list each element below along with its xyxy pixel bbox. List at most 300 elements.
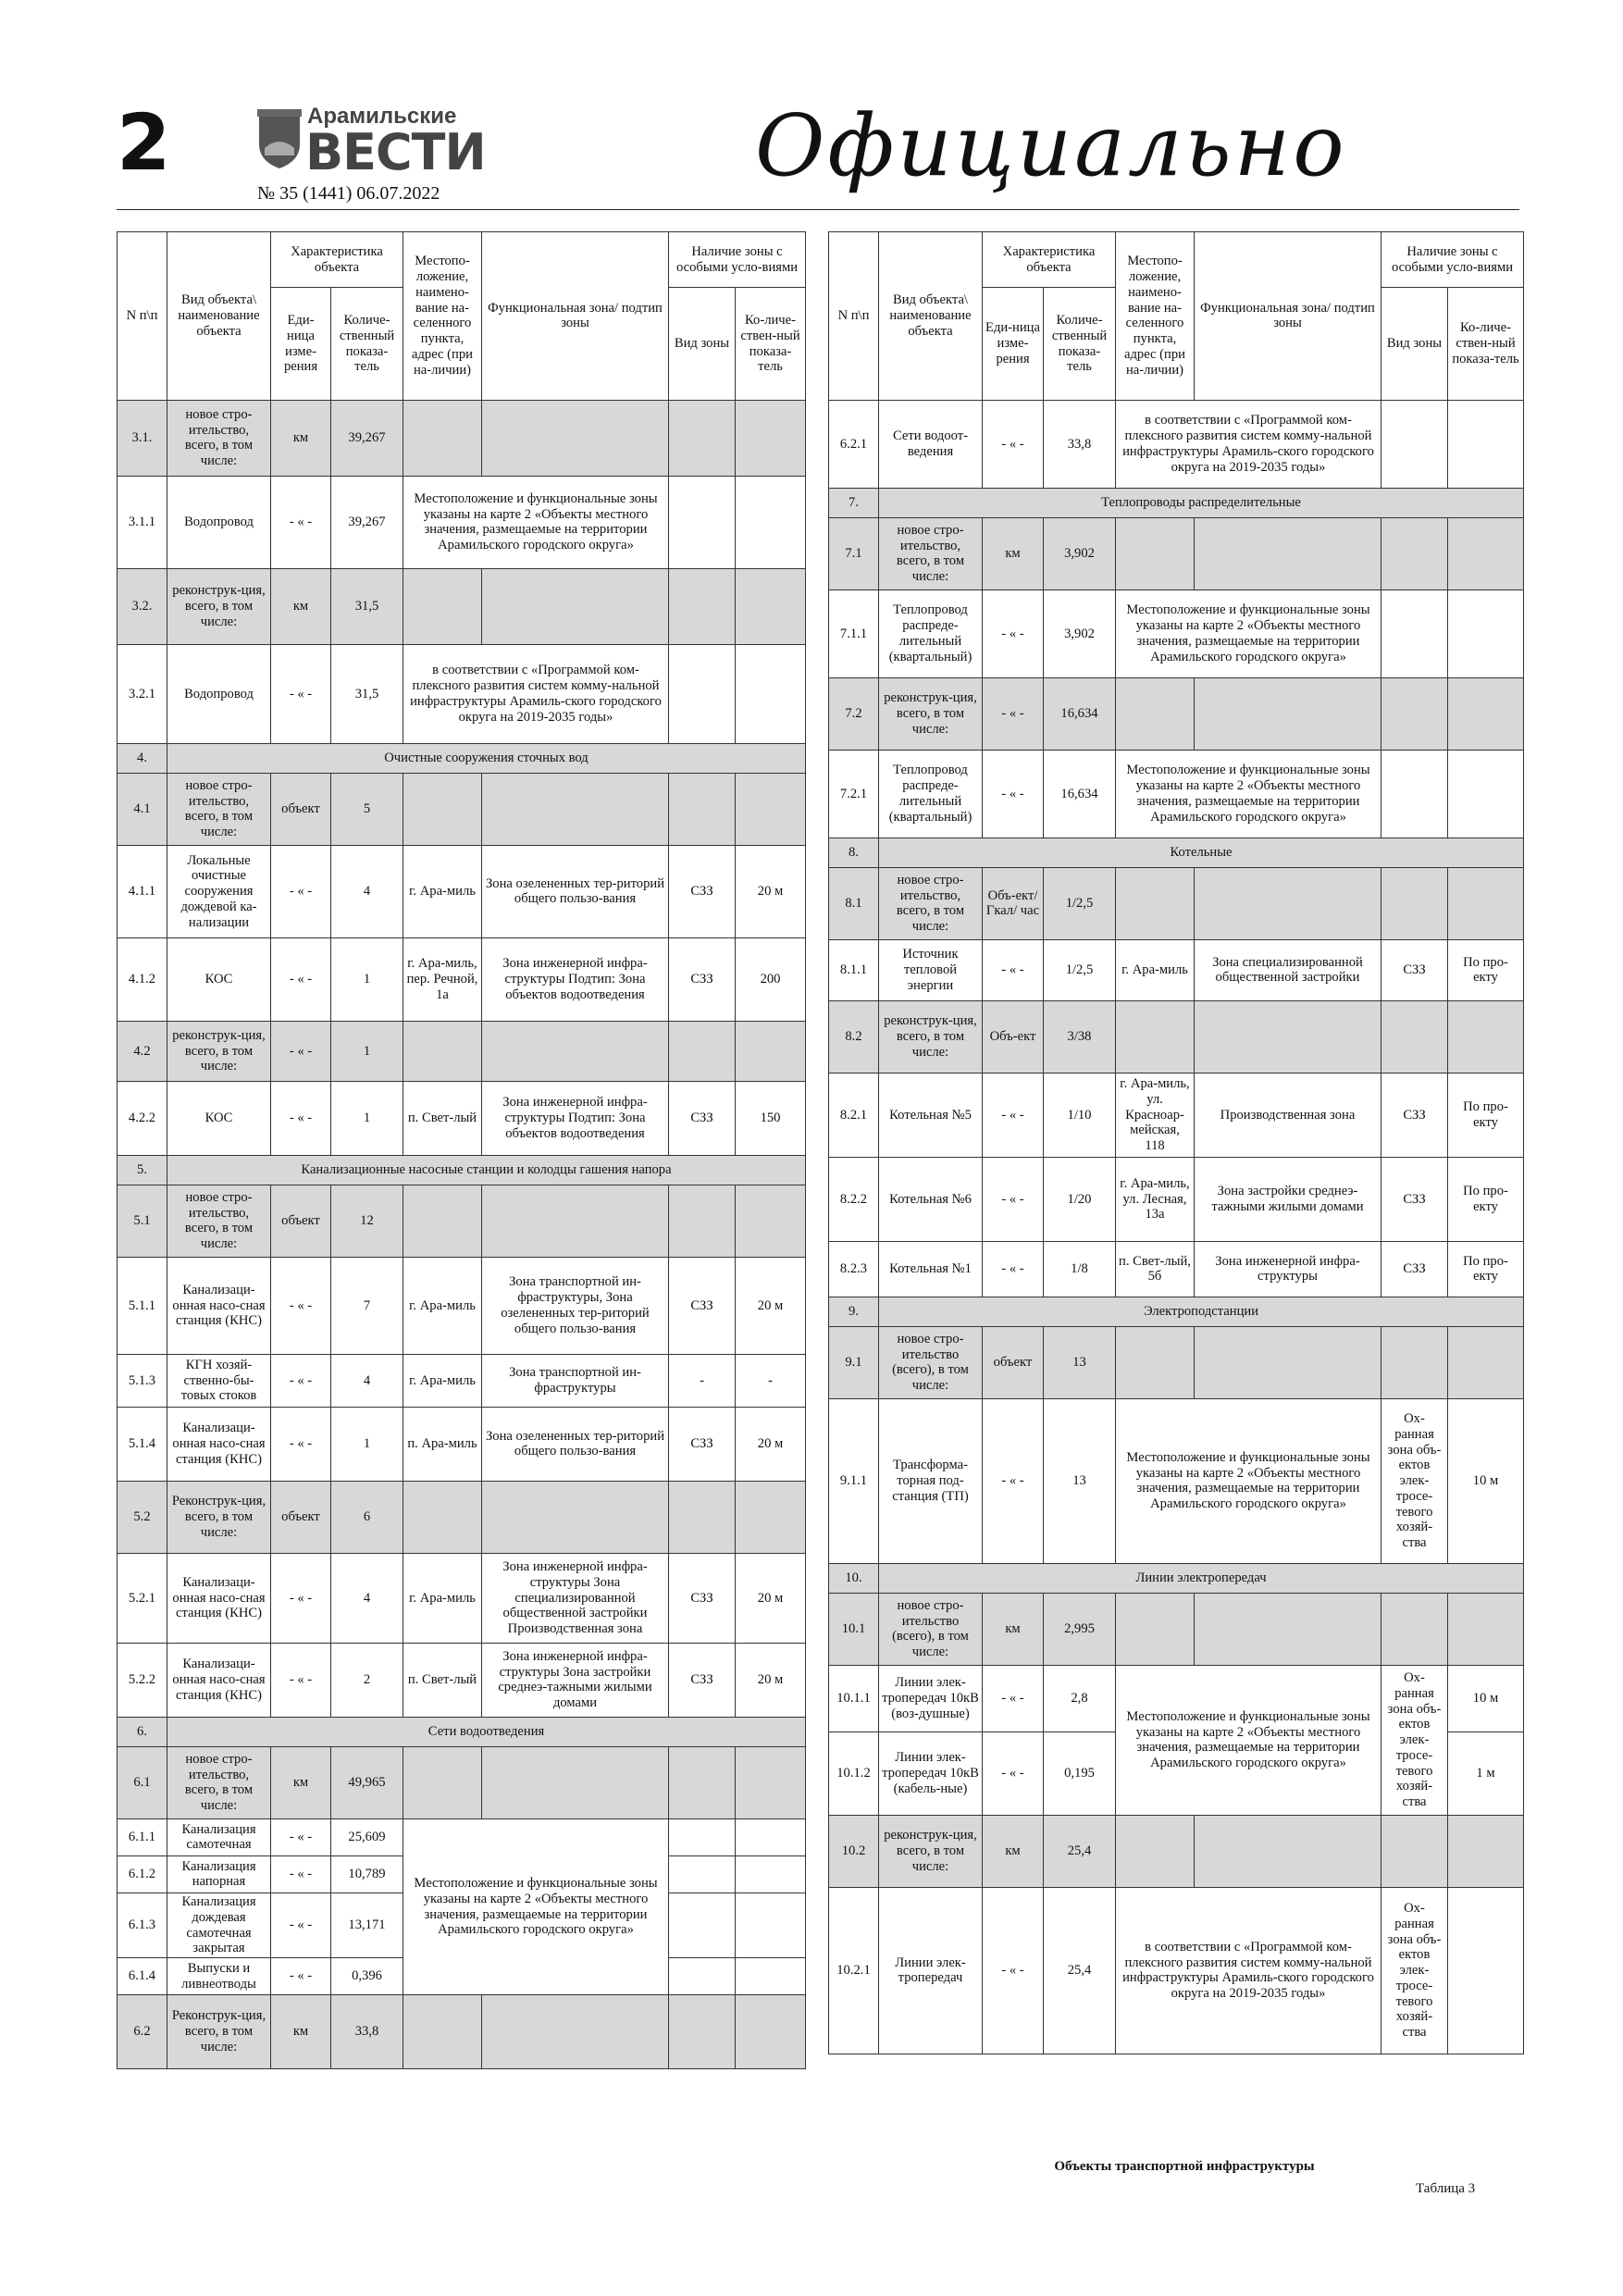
object-name: Теплопровод распреде-лительный (квартальный)	[879, 750, 983, 838]
quantity: 0,195	[1044, 1731, 1116, 1815]
header-name: Вид объекта\ наименование объекта	[879, 232, 983, 401]
quantity: 31,5	[331, 644, 403, 743]
quantity: 3,902	[1044, 590, 1116, 677]
zone-type: СЗЗ	[1381, 1073, 1448, 1157]
table-row	[829, 400, 1524, 488]
unit: - « -	[271, 1407, 331, 1481]
row-num: 10.2	[829, 1815, 879, 1887]
unit: - « -	[271, 476, 331, 568]
section-num: 4.	[118, 743, 167, 773]
unit: км	[983, 1815, 1044, 1887]
row-num: 8.2.1	[829, 1073, 879, 1157]
row-num: 5.1.4	[118, 1407, 167, 1481]
object-name: Теплопровод распреде-лительный (квартальный)	[879, 590, 983, 677]
row-num: 6.1.1	[118, 1818, 167, 1855]
zone-size	[1448, 590, 1524, 677]
unit: км	[983, 517, 1044, 590]
zone-type: СЗЗ	[669, 1643, 736, 1717]
zone-size: По про-екту	[1448, 1241, 1524, 1297]
zone-size	[736, 1855, 806, 1893]
page-number: 2	[117, 97, 171, 188]
table-row	[829, 1665, 1524, 1731]
table-row	[118, 1081, 806, 1155]
zone-type: СЗЗ	[1381, 1241, 1448, 1297]
table-row	[829, 1887, 1524, 2054]
zone-size	[736, 568, 806, 644]
location	[403, 1995, 482, 2069]
zone: Производственная зона	[1195, 1073, 1381, 1157]
unit: - « -	[983, 1157, 1044, 1241]
issue-info: № 35 (1441) 06.07.2022	[257, 183, 440, 204]
zone-size	[1448, 1326, 1524, 1398]
section-title: Электроподстанции	[879, 1297, 1524, 1326]
table-row	[118, 1155, 806, 1185]
unit: - « -	[983, 750, 1044, 838]
quantity: 4	[331, 1553, 403, 1643]
row-num: 7.1	[829, 517, 879, 590]
zone-type	[669, 1855, 736, 1893]
header-quantity: Количе-ственный показа-тель	[331, 288, 403, 401]
row-num: 8.2	[829, 1000, 879, 1073]
quantity: 10,789	[331, 1855, 403, 1893]
table-row	[829, 1073, 1524, 1157]
unit: - « -	[271, 1958, 331, 1995]
header-divider	[117, 209, 1519, 210]
zone: Зона застройки среднеэ-тажными жилыми домами	[1195, 1157, 1381, 1241]
table-row	[118, 568, 806, 644]
zone-type	[1381, 1000, 1448, 1073]
table-row	[829, 1563, 1524, 1593]
unit: - « -	[271, 1081, 331, 1155]
quantity: 6	[331, 1481, 403, 1553]
zone-type: СЗЗ	[669, 1407, 736, 1481]
header-num: N п\п	[118, 232, 167, 401]
unit: - « -	[983, 1731, 1044, 1815]
row-num: 7.1.1	[829, 590, 879, 677]
object-name: Линии элек-тропередач 10кВ (воз-душные)	[879, 1665, 983, 1731]
unit: - « -	[271, 937, 331, 1021]
quantity: 2,995	[1044, 1593, 1116, 1665]
logo-top-text: Арамильские	[307, 104, 457, 129]
unit: - « -	[983, 939, 1044, 1000]
row-num: 10.1	[829, 1593, 879, 1665]
zone-size	[1448, 1815, 1524, 1887]
zone-type: СЗЗ	[1381, 1157, 1448, 1241]
zone: Зона озелененных тер-риторий общего пользо-вания	[482, 1407, 669, 1481]
zone-size	[736, 1818, 806, 1855]
header-zone-size: Ко-личе-ствен-ный показа-тель	[736, 288, 806, 401]
zone-type: СЗЗ	[669, 845, 736, 937]
zone	[482, 1746, 669, 1818]
location: г. Ара-миль	[403, 845, 482, 937]
unit: Объ-ект	[983, 1000, 1044, 1073]
unit: - « -	[983, 1665, 1044, 1731]
zone	[1195, 867, 1381, 939]
quantity: 31,5	[331, 568, 403, 644]
row-num: 5.1	[118, 1185, 167, 1257]
row-num: 4.1	[118, 773, 167, 845]
location	[403, 1481, 482, 1553]
zone-size	[736, 1958, 806, 1995]
zone	[482, 1021, 669, 1081]
unit: - « -	[271, 1021, 331, 1081]
table-row	[118, 1407, 806, 1481]
location	[1116, 677, 1195, 750]
location	[403, 400, 482, 476]
zone-type	[1381, 677, 1448, 750]
row-num: 7.2.1	[829, 750, 879, 838]
zone-type	[1381, 1593, 1448, 1665]
zone-type	[1381, 400, 1448, 488]
quantity: 7	[331, 1257, 403, 1354]
unit: объект	[271, 773, 331, 845]
table-row	[118, 1553, 806, 1643]
location: п. Свет-лый	[403, 1081, 482, 1155]
location	[1116, 867, 1195, 939]
row-num: 5.2.2	[118, 1643, 167, 1717]
object-name: реконструк-ция, всего, в том числе:	[167, 1021, 271, 1081]
unit: - « -	[271, 1818, 331, 1855]
row-num: 10.2.1	[829, 1887, 879, 2054]
zone-type	[669, 1818, 736, 1855]
zone-size	[1448, 517, 1524, 590]
table-row	[829, 1815, 1524, 1887]
section-num: 7.	[829, 488, 879, 517]
table-row	[829, 838, 1524, 867]
row-num: 10.1.1	[829, 1665, 879, 1731]
location-zone-note: в соответствии с «Программой ком-плексного развития систем комму-нальной инфраструктуры Арамиль-ского городского округа на 2019-2035 годы»	[403, 644, 669, 743]
zone-type: СЗЗ	[1381, 939, 1448, 1000]
zone-size	[736, 476, 806, 568]
zone-type: СЗЗ	[669, 1553, 736, 1643]
object-name: реконструк-ция, всего, в том числе:	[879, 1815, 983, 1887]
object-name: новое стро-ительство, всего, в том числе:	[167, 1185, 271, 1257]
header-unit: Еди-ница изме-рения	[983, 288, 1044, 401]
quantity: 1/10	[1044, 1073, 1116, 1157]
unit: Объ-ект/ Гкал/ час	[983, 867, 1044, 939]
quantity: 4	[331, 845, 403, 937]
table-row	[118, 743, 806, 773]
quantity: 0,396	[331, 1958, 403, 1995]
zone-size	[736, 1893, 806, 1957]
object-name: Канализаци-онная насо-сная станция (КНС)	[167, 1257, 271, 1354]
section-title: Теплопроводы распределительные	[879, 488, 1524, 517]
unit: - « -	[983, 590, 1044, 677]
header-unit: Еди-ница изме-рения	[271, 288, 331, 401]
header-zone: Функциональная зона/ подтип зоны	[482, 232, 669, 401]
zone: Зона специализированной общественной застройки	[1195, 939, 1381, 1000]
quantity: 39,267	[331, 400, 403, 476]
zone-size: По про-екту	[1448, 1073, 1524, 1157]
location	[403, 1746, 482, 1818]
zone	[1195, 1000, 1381, 1073]
zone-size	[736, 400, 806, 476]
object-name: новое стро-ительство, всего, в том числе:	[879, 517, 983, 590]
left-table	[117, 231, 806, 2069]
section-title: Официально	[755, 96, 1347, 195]
quantity: 25,4	[1044, 1887, 1116, 2054]
location: п. Свет-лый	[403, 1643, 482, 1717]
zone-type: Ох-ранная зона объ-ектов элек-тросе-тевого хозяй-ства	[1381, 1398, 1448, 1563]
unit: - « -	[271, 1643, 331, 1717]
section-num: 8.	[829, 838, 879, 867]
quantity: 49,965	[331, 1746, 403, 1818]
object-name: Канализация самотечная	[167, 1818, 271, 1855]
header-name: Вид объекта\ наименование объекта	[167, 232, 271, 401]
object-name: Котельная №6	[879, 1157, 983, 1241]
zone-type	[669, 568, 736, 644]
unit: км	[271, 568, 331, 644]
zone-size	[1448, 867, 1524, 939]
zone-size	[736, 773, 806, 845]
quantity: 39,267	[331, 476, 403, 568]
row-num: 10.1.2	[829, 1731, 879, 1815]
zone-type: СЗЗ	[669, 937, 736, 1021]
unit: - « -	[983, 1887, 1044, 2054]
location	[1116, 1000, 1195, 1073]
zone-size	[1448, 677, 1524, 750]
location	[1116, 1326, 1195, 1398]
unit: км	[271, 1995, 331, 2069]
zone	[1195, 1593, 1381, 1665]
zone-size: 10 м	[1448, 1398, 1524, 1563]
table-row	[118, 1481, 806, 1553]
table-row	[118, 845, 806, 937]
quantity: 1	[331, 1081, 403, 1155]
unit: - « -	[271, 1354, 331, 1407]
object-name: Канализаци-онная насо-сная станция (КНС)	[167, 1643, 271, 1717]
zone	[482, 773, 669, 845]
row-num: 4.1.2	[118, 937, 167, 1021]
unit: - « -	[271, 1893, 331, 1957]
unit: км	[271, 1746, 331, 1818]
zone-size	[736, 1995, 806, 2069]
table-row	[118, 1021, 806, 1081]
unit: км	[983, 1593, 1044, 1665]
row-num: 9.1	[829, 1326, 879, 1398]
object-name: КОС	[167, 937, 271, 1021]
zone-type: СЗЗ	[669, 1257, 736, 1354]
quantity: 16,634	[1044, 750, 1116, 838]
table-row	[829, 677, 1524, 750]
location: г. Ара-миль	[403, 1553, 482, 1643]
zone-type	[669, 1185, 736, 1257]
zone-size: -	[736, 1354, 806, 1407]
location: г. Ара-миль, пер. Речной, 1а	[403, 937, 482, 1021]
quantity: 5	[331, 773, 403, 845]
object-name: новое стро-ительство, всего, в том числе:	[167, 773, 271, 845]
location	[403, 1021, 482, 1081]
zone-type	[669, 1893, 736, 1957]
object-name: реконструк-ция, всего, в том числе:	[167, 568, 271, 644]
table-row	[829, 1398, 1524, 1563]
location-zone-note: в соответствии с «Программой ком-плексного развития систем комму-нальной инфраструктуры Арамиль-ского городского округа на 2019-2035 годы»	[1116, 1887, 1381, 2054]
table-row	[829, 1297, 1524, 1326]
table-row	[118, 1185, 806, 1257]
zone-type	[669, 1746, 736, 1818]
quantity: 13	[1044, 1326, 1116, 1398]
unit: - « -	[271, 1553, 331, 1643]
quantity: 1/2,5	[1044, 939, 1116, 1000]
quantity: 2,8	[1044, 1665, 1116, 1731]
unit: объект	[271, 1185, 331, 1257]
zone-type	[1381, 1326, 1448, 1398]
row-num: 8.1.1	[829, 939, 879, 1000]
zone-size	[1448, 1593, 1524, 1665]
object-name: КГН хозяй-ственно-бы-товых стоков	[167, 1354, 271, 1407]
section-title: Канализационные насосные станции и колодцы гашения напора	[167, 1155, 806, 1185]
location: п. Ара-миль	[403, 1407, 482, 1481]
header-location: Местопо-ложение, наимено-вание на-селенного пункта, адрес (при на-личии)	[403, 232, 482, 401]
row-num: 3.1.1	[118, 476, 167, 568]
table-row	[829, 750, 1524, 838]
zone-type: Ох-ранная зона объ-ектов элек-тросе-тевого хозяй-ства	[1381, 1887, 1448, 2054]
zone-size: 1 м	[1448, 1731, 1524, 1815]
unit: - « -	[983, 1398, 1044, 1563]
location	[403, 773, 482, 845]
row-num: 5.2	[118, 1481, 167, 1553]
object-name: новое стро-ительство (всего), в том числе:	[879, 1326, 983, 1398]
zone	[482, 1995, 669, 2069]
unit: км	[271, 400, 331, 476]
table-row	[118, 1643, 806, 1717]
newspaper-logo	[255, 102, 486, 185]
table-row	[118, 1257, 806, 1354]
header-special-zone: Наличие зоны с особыми усло-виями	[669, 232, 806, 288]
table-row	[829, 488, 1524, 517]
zone	[1195, 1326, 1381, 1398]
table-row	[829, 1157, 1524, 1241]
quantity: 1/2,5	[1044, 867, 1116, 939]
object-name: Выпуски и ливнеотводы	[167, 1958, 271, 1995]
header-zone-size: Ко-личе-ствен-ный показа-тель	[1448, 288, 1524, 401]
row-num: 5.1.3	[118, 1354, 167, 1407]
object-name: Трансформа-торная под-станция (ТП)	[879, 1398, 983, 1563]
zone-type	[1381, 1815, 1448, 1887]
object-name: Реконструк-ция, всего, в том числе:	[167, 1481, 271, 1553]
logo-main-text: ВЕСТИ	[305, 123, 486, 181]
unit: - « -	[983, 1073, 1044, 1157]
row-num: 4.1.1	[118, 845, 167, 937]
location-zone-note: Местоположение и функциональные зоны указаны на карте 2 «Объекты местного значения, размещаемые на территории Арамильского городского округа»	[1116, 750, 1381, 838]
zone-size	[1448, 400, 1524, 488]
location	[403, 568, 482, 644]
table-row	[118, 644, 806, 743]
object-name: Источник тепловой энергии	[879, 939, 983, 1000]
unit: - « -	[271, 845, 331, 937]
zone	[482, 400, 669, 476]
table-row	[829, 1000, 1524, 1073]
row-num: 3.2.	[118, 568, 167, 644]
quantity: 1/8	[1044, 1241, 1116, 1297]
location: п. Свет-лый, 5б	[1116, 1241, 1195, 1297]
zone-type	[669, 1021, 736, 1081]
zone-size: По про-екту	[1448, 1157, 1524, 1241]
unit: - « -	[271, 644, 331, 743]
object-name: Локальные очистные сооружения дождевой ка-нализации	[167, 845, 271, 937]
object-name: Реконструк-ция, всего, в том числе:	[167, 1995, 271, 2069]
row-num: 3.1.	[118, 400, 167, 476]
section-num: 5.	[118, 1155, 167, 1185]
table-row	[829, 590, 1524, 677]
object-name: реконструк-ция, всего, в том числе:	[879, 677, 983, 750]
location: г. Ара-миль	[403, 1354, 482, 1407]
location-zone-note: Местоположение и функциональные зоны указаны на карте 2 «Объекты местного значения, размещаемые на территории Арамильского городского округа»	[403, 1818, 669, 1994]
zone: Зона инженерной инфра-структуры Подтип: Зона объектов водоотведения	[482, 1081, 669, 1155]
city-crest-icon	[255, 107, 304, 170]
zone-type	[1381, 750, 1448, 838]
table-label: Таблица 3	[1416, 2181, 1476, 2196]
quantity: 13,171	[331, 1893, 403, 1957]
zone-size	[736, 1021, 806, 1081]
zone-size: 200	[736, 937, 806, 1021]
table-row	[118, 1818, 806, 1855]
table-row	[118, 1995, 806, 2069]
object-name: новое стро-ительство, всего, в том числе:	[167, 400, 271, 476]
table-row	[829, 1241, 1524, 1297]
object-name: Водопровод	[167, 476, 271, 568]
location-zone-note: Местоположение и функциональные зоны указаны на карте 2 «Объекты местного значения, размещаемые на территории Арамильского городского округа»	[1116, 1665, 1381, 1815]
row-num: 5.2.1	[118, 1553, 167, 1643]
zone-type	[669, 644, 736, 743]
row-num: 8.1	[829, 867, 879, 939]
zone-type	[669, 1481, 736, 1553]
header-characteristic: Характеристика объекта	[271, 232, 403, 288]
unit: - « -	[983, 400, 1044, 488]
zone-size: 20 м	[736, 845, 806, 937]
zone-size	[736, 644, 806, 743]
table-row	[118, 400, 806, 476]
location: г. Ара-миль	[1116, 939, 1195, 1000]
object-name: Линии элек-тропередач	[879, 1887, 983, 2054]
zone-size: 20 м	[736, 1257, 806, 1354]
zone-type	[669, 1995, 736, 2069]
quantity: 3/38	[1044, 1000, 1116, 1073]
zone	[482, 1185, 669, 1257]
row-num: 9.1.1	[829, 1398, 879, 1563]
quantity: 1	[331, 1021, 403, 1081]
location	[1116, 1815, 1195, 1887]
unit: - « -	[983, 1241, 1044, 1297]
header-row	[118, 232, 806, 288]
table-row	[829, 1593, 1524, 1665]
row-num: 6.1.2	[118, 1855, 167, 1893]
zone-size: 150	[736, 1081, 806, 1155]
unit: - « -	[271, 1855, 331, 1893]
row-num: 6.2.1	[829, 400, 879, 488]
quantity: 3,902	[1044, 517, 1116, 590]
zone-size: 10 м	[1448, 1665, 1524, 1731]
section-title: Линии электропередач	[879, 1563, 1524, 1593]
quantity: 2	[331, 1643, 403, 1717]
quantity: 33,8	[331, 1995, 403, 2069]
location: г. Ара-миль	[403, 1257, 482, 1354]
location: г. Ара-миль, ул. Лесная, 13а	[1116, 1157, 1195, 1241]
zone-size	[1448, 1887, 1524, 2054]
zone: Зона инженерной инфра-структуры	[1195, 1241, 1381, 1297]
quantity: 25,609	[331, 1818, 403, 1855]
zone-type: СЗЗ	[669, 1081, 736, 1155]
zone	[1195, 677, 1381, 750]
zone-size	[736, 1481, 806, 1553]
object-name: новое стро-ительство, всего, в том числе:	[167, 1746, 271, 1818]
quantity: 25,4	[1044, 1815, 1116, 1887]
quantity: 1/20	[1044, 1157, 1116, 1241]
quantity: 13	[1044, 1398, 1116, 1563]
zone-type	[1381, 867, 1448, 939]
table-row	[118, 1746, 806, 1818]
table-row	[118, 773, 806, 845]
